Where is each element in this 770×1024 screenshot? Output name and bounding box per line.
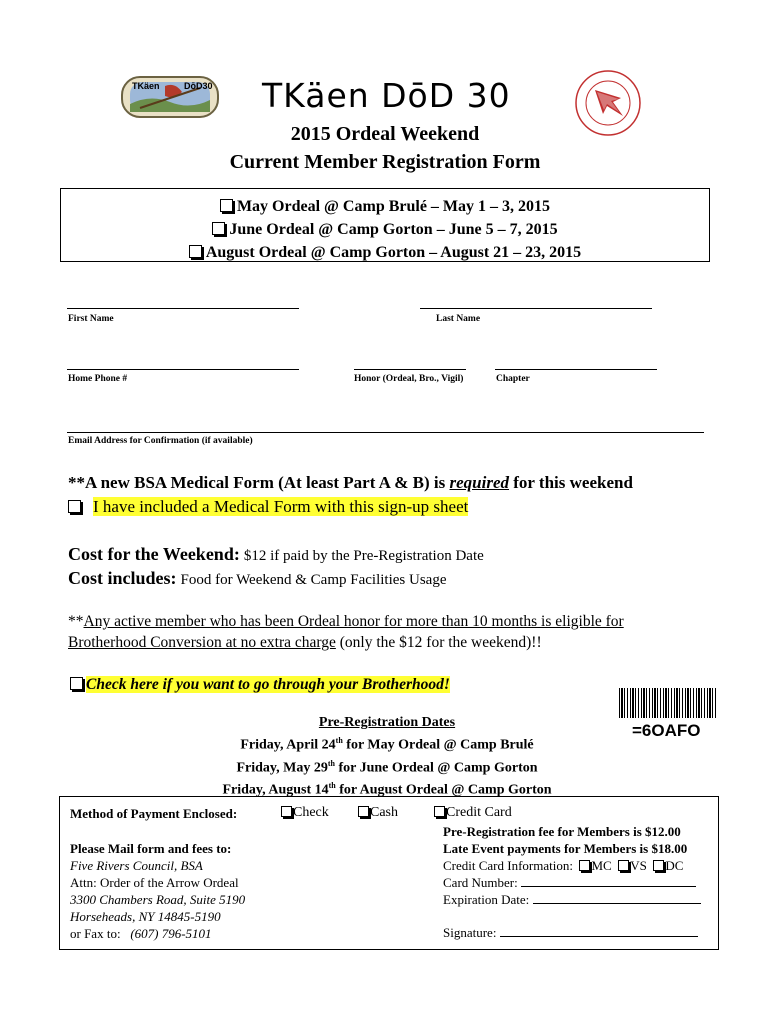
expiration-row — [443, 891, 701, 908]
form-title — [0, 120, 770, 176]
checkbox-icon[interactable] — [70, 677, 83, 690]
ordeal-option-june[interactable] — [61, 218, 709, 241]
checkbox-icon[interactable] — [281, 806, 292, 817]
checkbox-icon[interactable] — [653, 860, 664, 871]
first-name-field[interactable] — [67, 308, 299, 309]
address-line-2: Attn: Order of the Arrow Ordeal — [70, 875, 239, 890]
fax-line — [70, 925, 245, 942]
barcode — [619, 688, 717, 718]
title-line-2: Current Member Registration Form — [229, 151, 541, 173]
prereg-date-3: Friday, August 14th for August Ordeal @ Camp Gorton — [222, 781, 552, 798]
honor-field[interactable] — [354, 369, 466, 370]
first-name-label: First Name — [68, 314, 114, 324]
brotherhood-line-2: Brotherhood Conversion at no extra charge — [68, 634, 336, 651]
payment-option-cash[interactable] — [358, 805, 398, 821]
lodge-name: TKäen DōD 30 — [262, 76, 511, 115]
patch-left-text: TKäen — [132, 81, 160, 91]
ordeal-option-label: August Ordeal @ Camp Gorton – August 21 – 23, 2015 — [205, 244, 582, 261]
fax-label: or Fax to: — [70, 926, 121, 941]
cc-info-row — [443, 857, 701, 874]
fax-number: (607) 796-5101 — [130, 926, 212, 941]
fee-member: Pre-Registration fee for Members is $12.00 — [443, 824, 681, 839]
medical-form-checkbox-label: I have included a Medical Form with this sign-up sheet — [93, 497, 469, 516]
card-number-field[interactable] — [521, 874, 696, 887]
title-line-1: 2015 Ordeal Weekend — [290, 123, 480, 145]
ordeal-option-label: June Ordeal @ Camp Gorton – June 5 – 7, 2015 — [229, 221, 558, 238]
payment-method-label: Method of Payment Enclosed: — [70, 806, 238, 821]
checkbox-icon[interactable] — [358, 806, 369, 817]
checkbox-icon[interactable] — [189, 245, 202, 258]
card-info — [443, 823, 701, 941]
check-label: Check — [293, 805, 329, 820]
prereg-title: Pre-Registration Dates — [318, 715, 456, 730]
brotherhood-notice — [68, 611, 624, 653]
checkbox-icon[interactable] — [212, 222, 225, 235]
cc-mc-option[interactable]: MC — [579, 858, 611, 873]
signature-field[interactable] — [500, 924, 698, 937]
brotherhood-checkbox-label: Check here if you want to go through your Brotherhood! — [86, 676, 450, 693]
address-line-3: 3300 Chambers Road, Suite 5190 — [70, 892, 246, 907]
cc-dc-option[interactable]: DC — [653, 858, 683, 873]
cc-vs-option[interactable]: VS — [618, 858, 647, 873]
checkbox-icon[interactable] — [618, 860, 629, 871]
medical-form-checkbox-row[interactable] — [68, 497, 468, 517]
medical-notice-suffix: for this weekend — [509, 473, 633, 492]
card-number-row — [443, 874, 701, 891]
checkbox-icon[interactable] — [68, 500, 81, 513]
home-phone-field[interactable] — [67, 369, 299, 370]
email-label: Email Address for Confirmation (if available) — [68, 436, 253, 446]
prereg-date-2: Friday, May 29th for June Ordeal @ Camp Gorton — [236, 758, 538, 776]
email-field[interactable] — [67, 432, 704, 433]
lodge-patch-logo — [120, 74, 220, 120]
ordeal-selection-box — [60, 188, 710, 262]
address-line-4: Horseheads, NY 14845-5190 — [70, 909, 221, 924]
ordeal-option-august[interactable] — [61, 241, 709, 264]
last-name-label: Last Name — [436, 314, 481, 324]
barcode-text: =6OAFO — [632, 721, 701, 740]
signature-label: Signature: — [443, 925, 500, 940]
ordeal-option-may[interactable] — [61, 195, 709, 218]
address-line-1: Five Rivers Council, BSA — [70, 858, 203, 873]
honor-label: Honor (Ordeal, Bro., Vigil) — [354, 374, 464, 384]
cost-label: Cost for the Weekend: — [68, 544, 240, 564]
cost-for-weekend — [68, 544, 484, 565]
payment-box — [59, 796, 719, 950]
fee-late: Late Event payments for Members is $18.00 — [443, 841, 688, 856]
brotherhood-checkbox-row[interactable] — [70, 676, 450, 694]
cost-includes-label: Cost includes: — [68, 568, 177, 588]
mail-label: Please Mail form and fees to: — [70, 841, 232, 856]
brotherhood-line-2-rest: (only the $12 for the weekend)!! — [335, 634, 542, 651]
ordeal-option-label: May Ordeal @ Camp Brulé – May 1 – 3, 2015 — [236, 198, 551, 215]
chapter-field[interactable] — [495, 369, 657, 370]
prereg-date-1: Friday, April 24th for May Ordeal @ Camp Brulé — [240, 736, 534, 753]
checkbox-icon[interactable] — [434, 806, 445, 817]
pre-registration-dates — [182, 714, 592, 800]
chapter-label: Chapter — [496, 374, 530, 384]
patch-right-text: DōD30 — [184, 81, 213, 91]
mailing-address — [70, 840, 245, 942]
medical-form-notice — [68, 473, 633, 493]
required-emphasis: required — [449, 473, 510, 492]
checkbox-icon[interactable] — [220, 199, 233, 212]
payment-option-credit[interactable] — [434, 805, 512, 821]
brotherhood-stars: ** — [68, 613, 84, 630]
home-phone-label: Home Phone # — [68, 374, 128, 384]
cost-includes-value: Food for Weekend & Camp Facilities Usage — [180, 572, 447, 588]
card-number-label: Card Number: — [443, 875, 521, 890]
credit-card-label: Credit Card — [446, 805, 512, 820]
expiration-label: Expiration Date: — [443, 892, 533, 907]
last-name-field[interactable] — [420, 308, 652, 309]
signature-row — [443, 924, 701, 941]
brotherhood-line-1: Any active member who has been Ordeal honor for more than 10 months is eligible for — [83, 613, 624, 630]
cost-value: $12 if paid by the Pre-Registration Date — [243, 548, 484, 564]
medical-notice-text: **A new BSA Medical Form (At least Part A & B) is — [68, 473, 450, 492]
cash-label: Cash — [370, 805, 398, 820]
checkbox-icon[interactable] — [579, 860, 590, 871]
payment-option-check[interactable] — [281, 805, 329, 821]
cost-includes — [68, 568, 446, 589]
expiration-field[interactable] — [533, 891, 701, 904]
cc-info-label: Credit Card Information: — [443, 858, 573, 873]
